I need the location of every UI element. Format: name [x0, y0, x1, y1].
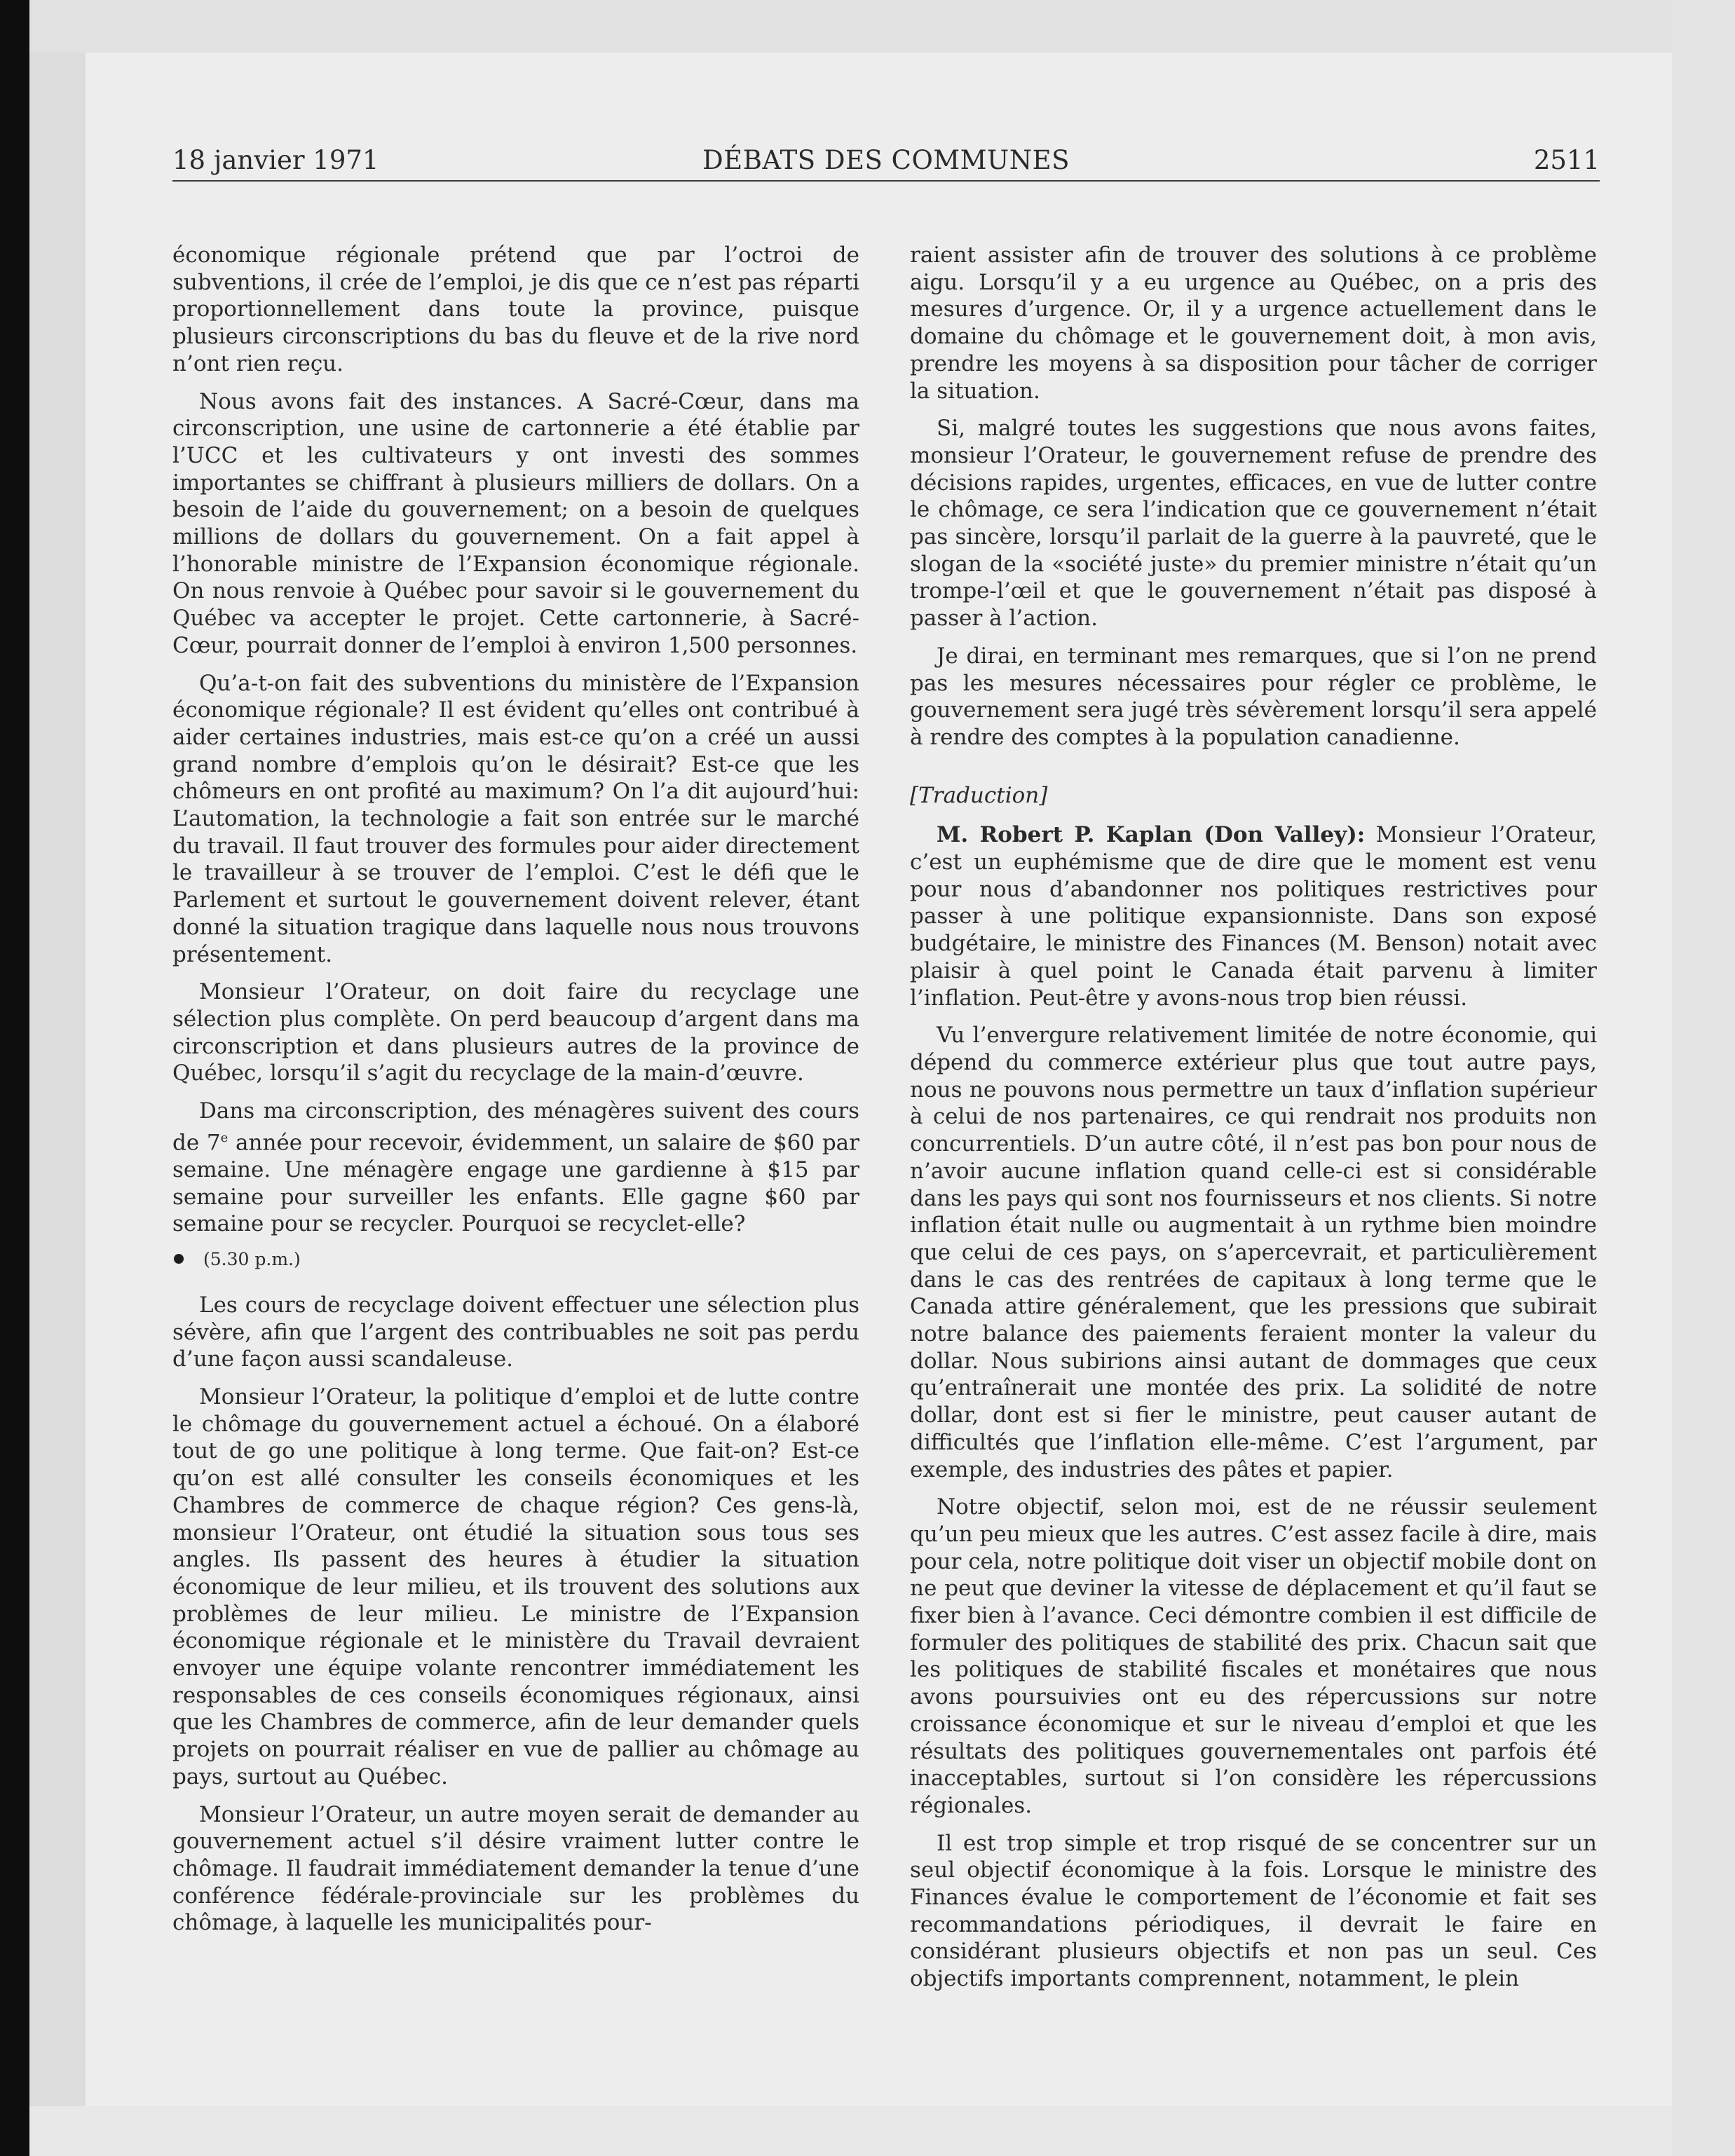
- speaker-name: M. Robert P. Kaplan (Don Valley):: [937, 822, 1366, 848]
- paragraph: Si, malgré toutes les suggestions que nous avons faites, monsieur l’Orateur, le gouvernement refuse de prendre des décisions rapides, urgentes, efficaces, en vue de lutter contre le chômage, ce sera l’indication que ce gouvernement n’était pas sincère, lorsqu’il parlait de la guerre à la pauvreté, que le slogan de la «société juste» du premier ministre n’était qu’un trompe-l’œil et que le gouvernement n’était pas disposé à passer à l’action.: [910, 416, 1597, 632]
- scan-left-margin: [29, 0, 86, 2156]
- page-header: [172, 144, 1600, 182]
- paragraph: raient assister afin de trouver des solutions à ce problème aigu. Lorsqu’il y a eu urgence au Québec, on a pris des mesures d’urgence. Or, il y a urgence actuellement dans le domaine du chômage et le gouvernement doit, à mon avis, prendre les moyens à sa disposition pour tâcher de corriger la situation.: [910, 243, 1597, 404]
- header-date: 18 janvier 1971: [172, 145, 379, 175]
- paragraph: Monsieur l’Orateur, la politique d’emploi et de lutte contre le chômage du gouvernement actuel a échoué. On a élaboré tout de go une politique à long terme. Que fait-on? Est-ce qu’on est allé consulter les conseils économiques et les Chambres de commerce de chaque région? Ces gens-là, monsieur l’Orateur, ont étudié la situation sous tous ses angles. Ils passent des heures à étudier la situation économique de leur milieu, et ils trouvent des solutions aux problèmes de leur milieu. Le ministre de l’Expansion économique régionale et le ministère du Travail devraient envoyer une équipe volante rencontrer immédiatement les responsables de ces conseils économiques régionaux, ainsi que les Chambres de commerce, afin de leur demander quels projets on pourrait réaliser en vue de pallier au chômage au pays, surtout au Québec.: [172, 1384, 859, 1789]
- translation-tag: [Traduction]: [910, 782, 1048, 808]
- header-title: DÉBATS DES COMMUNES: [702, 145, 1070, 175]
- header-page-number: 2511: [1533, 145, 1600, 175]
- bullet-icon: [174, 1254, 184, 1264]
- scan-black-edge: [0, 0, 29, 2156]
- superscript: e: [220, 1130, 229, 1145]
- scan-top-margin: [29, 0, 1735, 53]
- scan-right-margin: [1672, 0, 1735, 2156]
- paragraph: Qu’a-t-on fait des subventions du ministère de l’Expansion économique régionale? Il est évident qu’elles ont contribué à aider certaines industries, mais est-ce qu’on a créé un aussi grand nombre d’emplois qu’on le désirait? Est-ce que les chômeurs en ont profité au maximum? On l’a dit aujourd’hui: L’automation, la technologie a fait son entrée sur le marché du travail. Il faut trouver des formules pour aider directement le travailleur à se trouver de l’emploi. C’est le défi que le Parlement et surtout le gouvernement doivent relever, étant donné la situation tragique dans laquelle nous nous trouvons présentement.: [172, 670, 859, 967]
- paragraph: économique régionale prétend que par l’octroi de subventions, il crée de l’emploi, je dis que ce n’est pas réparti proportionnellement dans toute la province, puisque plusieurs circonscriptions du bas du fleuve et de la rive nord n’ont rien reçu.: [172, 243, 859, 376]
- paragraph: Nous avons fait des instances. A Sacré-Cœur, dans ma circonscription, une usine de cartonnerie a été établie par l’UCC et les cultivateurs y ont investi des sommes importantes se chiffrant à plusieurs milliers de dollars. On a besoin de l’aide du gouvernement; on a besoin de quelques millions de dollars du gouvernement. On a fait appel à l’honorable ministre de l’Expansion économique régionale. On nous renvoie à Québec pour savoir si le gouvernement du Québec va accepter le projet. Cette cartonnerie, à Sacré-Cœur, pourrait donner de l’emploi à environ 1,500 personnes.: [172, 388, 859, 658]
- left-column: [172, 242, 859, 1947]
- paragraph: Les cours de recyclage doivent effectuer une sélection plus sévère, afin que l’argent des contribuables ne soit pas perdu d’une façon aussi scandaleuse.: [172, 1292, 859, 1372]
- paragraph: Vu l’envergure relativement limitée de notre économie, qui dépend du commerce extérieur plus que tout autre pays, nous ne pouvons nous permettre un taux d’inflation supérieur à celui de nos partenaires, ce qui rendrait nos produits non concurrentiels. D’un autre côté, il n’est pas bon pour nous de n’avoir aucune inflation quand celle-ci est si considérable dans les pays qui sont nos fournisseurs et nos clients. Si notre inflation était nulle ou augmentait à un rythme bien moindre que celui de ces pays, on s’apercevrait, et particulièrement dans le cas des rentrées de capitaux à long terme que le Canada attire généralement, que les pressions que subirait notre balance des paiements feraient monter la valeur du dollar. Nous subirions ainsi autant de dommages que ceux qu’entraînerait une montée des prix. La solidité de notre dollar, dont est si fier le ministre, peut causer autant de difficultés que l’inflation elle-même. C’est l’argument, par exemple, des industries des pâtes et papier.: [910, 1023, 1597, 1482]
- right-column: [910, 242, 1597, 2003]
- time-marker-text: (5.30 p.m.): [203, 1248, 301, 1269]
- paragraph: Il est trop simple et trop risqué de se concentrer sur un seul objectif économique à la fois. Lorsque le ministre des Finances évalue le comportement de l’économie et fait ses recommandations périodiques, il devrait le faire en considérant plusieurs objectifs et non pas un seul. Ces objectifs importants comprennent, notamment, le plein: [910, 1830, 1597, 1992]
- paragraph: [172, 1098, 859, 1238]
- paragraph-text: Dans ma circonscription, des ménagères suivent des cours de 7: [172, 1098, 859, 1156]
- paragraph: Monsieur l’Orateur, on doit faire du recyclage une sélection plus complète. On perd beaucoup d’argent dans ma circonscription et dans plusieurs autres de la province de Québec, lorsqu’il s’agit du recyclage de la main-d’œuvre.: [172, 979, 859, 1086]
- paragraph: Notre objectif, selon moi, est de ne réussir seulement qu’un peu mieux que les autres. C’est assez facile à dire, mais pour cela, notre politique doit viser un objectif mobile dont on ne peut que deviner la vitesse de déplacement et qu’il faut se fixer bien à l’avance. Ceci démontre combien il est difficile de formuler des politiques de stabilité des prix. Chacun sait que les politiques de stabilité fiscales et monétaires que nous avons poursuivies ont eu des répercussions sur notre croissance économique et sur le niveau d’emploi et que les résultats des politiques gouvernementales ont parfois été inacceptables, surtout si l’on considère les répercussions régionales.: [910, 1494, 1597, 1818]
- paragraph: Monsieur l’Orateur, un autre moyen serait de demander au gouvernement actuel s’il désire vraiment lutter contre le chômage. Il faudrait immédiatement demander la tenue d’une conférence fédérale-provinciale sur les problèmes du chômage, à laquelle les municipalités pour-: [172, 1801, 859, 1936]
- paragraph-text: année pour recevoir, évidemment, un salaire de $60 par semaine. Une ménagère engage une gardienne à $15 par semaine pour surveiller les enfants. Elle gagne $60 par semaine pour se recycler. Pourquoi se recyclet-elle?: [172, 1130, 859, 1237]
- paragraph-text: Monsieur l’Orateur, c’est un euphémisme que de dire que le moment est venu pour nous d’abandonner nos politiques restrictives pour passer à une politique expansionniste. Dans son exposé budgétaire, le ministre des Finances (M. Benson) notait avec plaisir à quel point le Canada était parvenu à limiter l’inflation. Peut-être y avons-nous trop bien réussi.: [910, 822, 1597, 1011]
- paragraph: Je dirai, en terminant mes remarques, que si l’on ne prend pas les mesures nécessaires pour régler ce problème, le gouvernement sera jugé très sévèrement lorsqu’il sera appelé à rendre des comptes à la population canadienne.: [910, 643, 1597, 750]
- scan-bottom-margin: [29, 2106, 1735, 2156]
- speech-paragraph: [910, 821, 1597, 1011]
- time-marker: [172, 1248, 859, 1271]
